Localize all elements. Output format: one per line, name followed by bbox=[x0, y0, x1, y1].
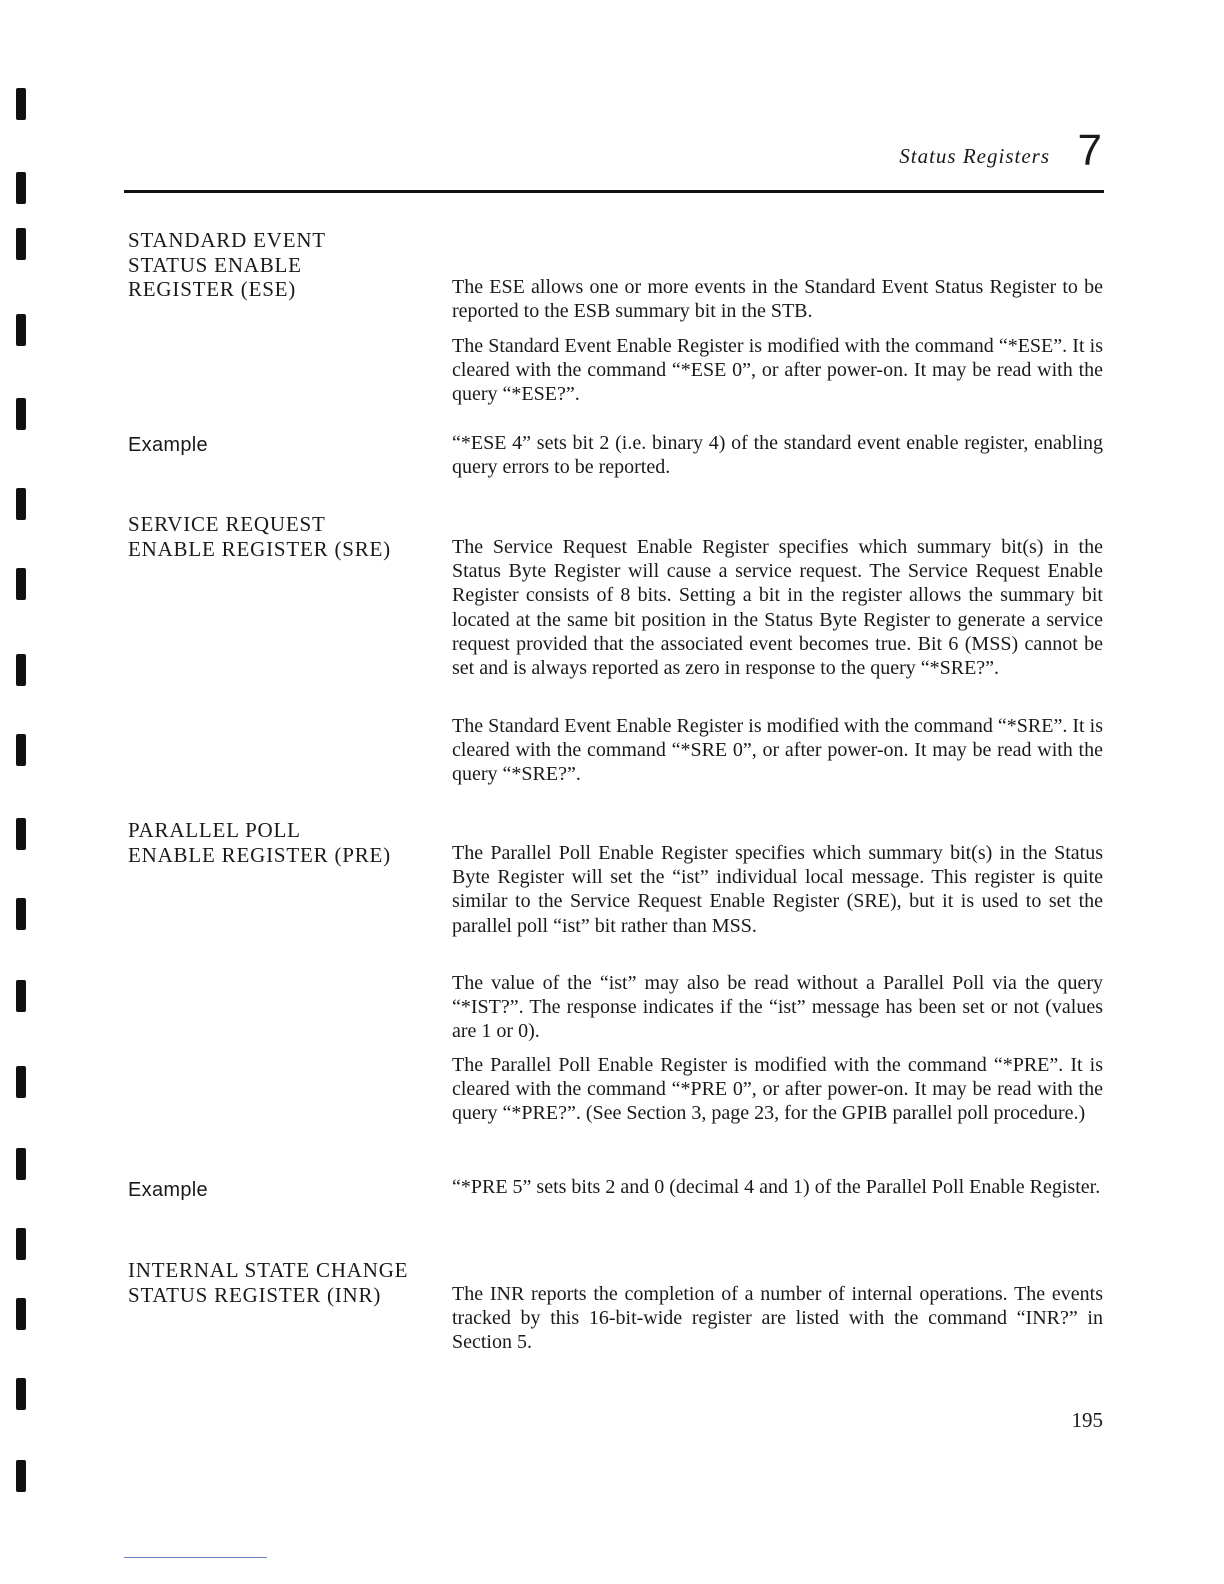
paragraph: The Parallel Poll Enable Register is modified with the command “*PRE”. It is cleared with the command “*PRE 0”, or after power-on. It may be read with the query “*PRE?”. (See Section 3, page 23, for the GPIB parallel poll procedure.) bbox=[452, 1054, 1103, 1125]
footer-rule bbox=[124, 1557, 267, 1558]
binder-mark bbox=[16, 898, 26, 930]
heading-line: ENABLE REGISTER (SRE) bbox=[128, 536, 391, 561]
paragraph: The value of the “ist” may also be read without a Parallel Poll via the query “*IST?”. The response indicates if the “ist” message has been set or not (values are 1 or 0). bbox=[452, 972, 1103, 1043]
section-heading-sre bbox=[128, 512, 391, 561]
page-header bbox=[124, 126, 1104, 193]
page-number: 195 bbox=[1071, 1408, 1103, 1432]
binder-mark bbox=[16, 88, 26, 120]
binder-mark bbox=[16, 488, 26, 520]
paragraph: The INR reports the completion of a number of internal operations. The events tracked by this 16-bit-wide register are listed with the command “INR?” in Section 5. bbox=[452, 1283, 1103, 1354]
heading-line: STATUS ENABLE bbox=[128, 252, 302, 277]
paragraph: The Parallel Poll Enable Register specifies which summary bit(s) in the Status Byte Register will set the “ist” individual local message. This register is quite similar to the Service Request Enable Register (SRE), but it is used to set the parallel poll “ist” bit rather than MSS. bbox=[452, 842, 1103, 937]
header-title: Status Registers bbox=[899, 144, 1050, 168]
paragraph: The Standard Event Enable Register is modified with the command “*SRE”. It is cleared with the command “*SRE 0”, or after power-on. It may be read with the query “*SRE?”. bbox=[452, 715, 1103, 786]
example-label: Example bbox=[128, 434, 208, 456]
heading-line: STANDARD EVENT bbox=[128, 228, 326, 252]
section-heading-ese bbox=[128, 228, 326, 302]
binder-mark bbox=[16, 1298, 26, 1330]
binder-mark bbox=[16, 398, 26, 430]
binder-mark bbox=[16, 734, 26, 766]
section-heading-inr bbox=[128, 1258, 408, 1307]
binder-mark bbox=[16, 172, 26, 204]
paragraph: “*PRE 5” sets bits 2 and 0 (decimal 4 and 1) of the Parallel Poll Enable Register. bbox=[452, 1176, 1101, 1198]
paragraph: “*ESE 4” sets bit 2 (i.e. binary 4) of the standard event enable register, enabling query errors to be reported. bbox=[452, 432, 1103, 479]
heading-line: STATUS REGISTER (INR) bbox=[128, 1282, 382, 1307]
section-heading-pre bbox=[128, 818, 391, 867]
binder-mark bbox=[16, 654, 26, 686]
chapter-number: 7 bbox=[1077, 126, 1102, 175]
binder-mark bbox=[16, 980, 26, 1012]
heading-line: SERVICE REQUEST bbox=[128, 512, 326, 536]
binder-mark bbox=[16, 1148, 26, 1180]
example-label: Example bbox=[128, 1179, 208, 1201]
heading-line: ENABLE REGISTER (PRE) bbox=[128, 842, 391, 867]
paragraph: The ESE allows one or more events in the Standard Event Status Register to be reported to the ESB summary bit in the STB. bbox=[452, 276, 1103, 323]
heading-line: INTERNAL STATE CHANGE bbox=[128, 1258, 409, 1282]
binder-mark bbox=[16, 1378, 26, 1410]
heading-line: REGISTER (ESE) bbox=[128, 277, 297, 301]
binder-mark bbox=[16, 228, 26, 260]
binder-mark bbox=[16, 568, 26, 600]
binder-mark bbox=[16, 314, 26, 346]
binder-mark bbox=[16, 818, 26, 850]
binder-mark bbox=[16, 1066, 26, 1098]
heading-line: PARALLEL POLL bbox=[128, 818, 301, 842]
binder-mark bbox=[16, 1228, 26, 1260]
paragraph: The Standard Event Enable Register is modified with the command “*ESE”. It is cleared with the command “*ESE 0”, or after power-on. It may be read with the query “*ESE?”. bbox=[452, 335, 1103, 406]
binder-mark bbox=[16, 1460, 26, 1492]
paragraph: The Service Request Enable Register specifies which summary bit(s) in the Status Byte Register will cause a service request. The Service Request Enable Register consists of 8 bits. Setting a bit in the register allows the summary bit located at the same bit position in the Status Byte Register to generate a service request provided that the associated event becomes true. Bit 6 (MSS) cannot be set and is always reported as zero in response to the query “*SRE?”. bbox=[452, 536, 1103, 680]
